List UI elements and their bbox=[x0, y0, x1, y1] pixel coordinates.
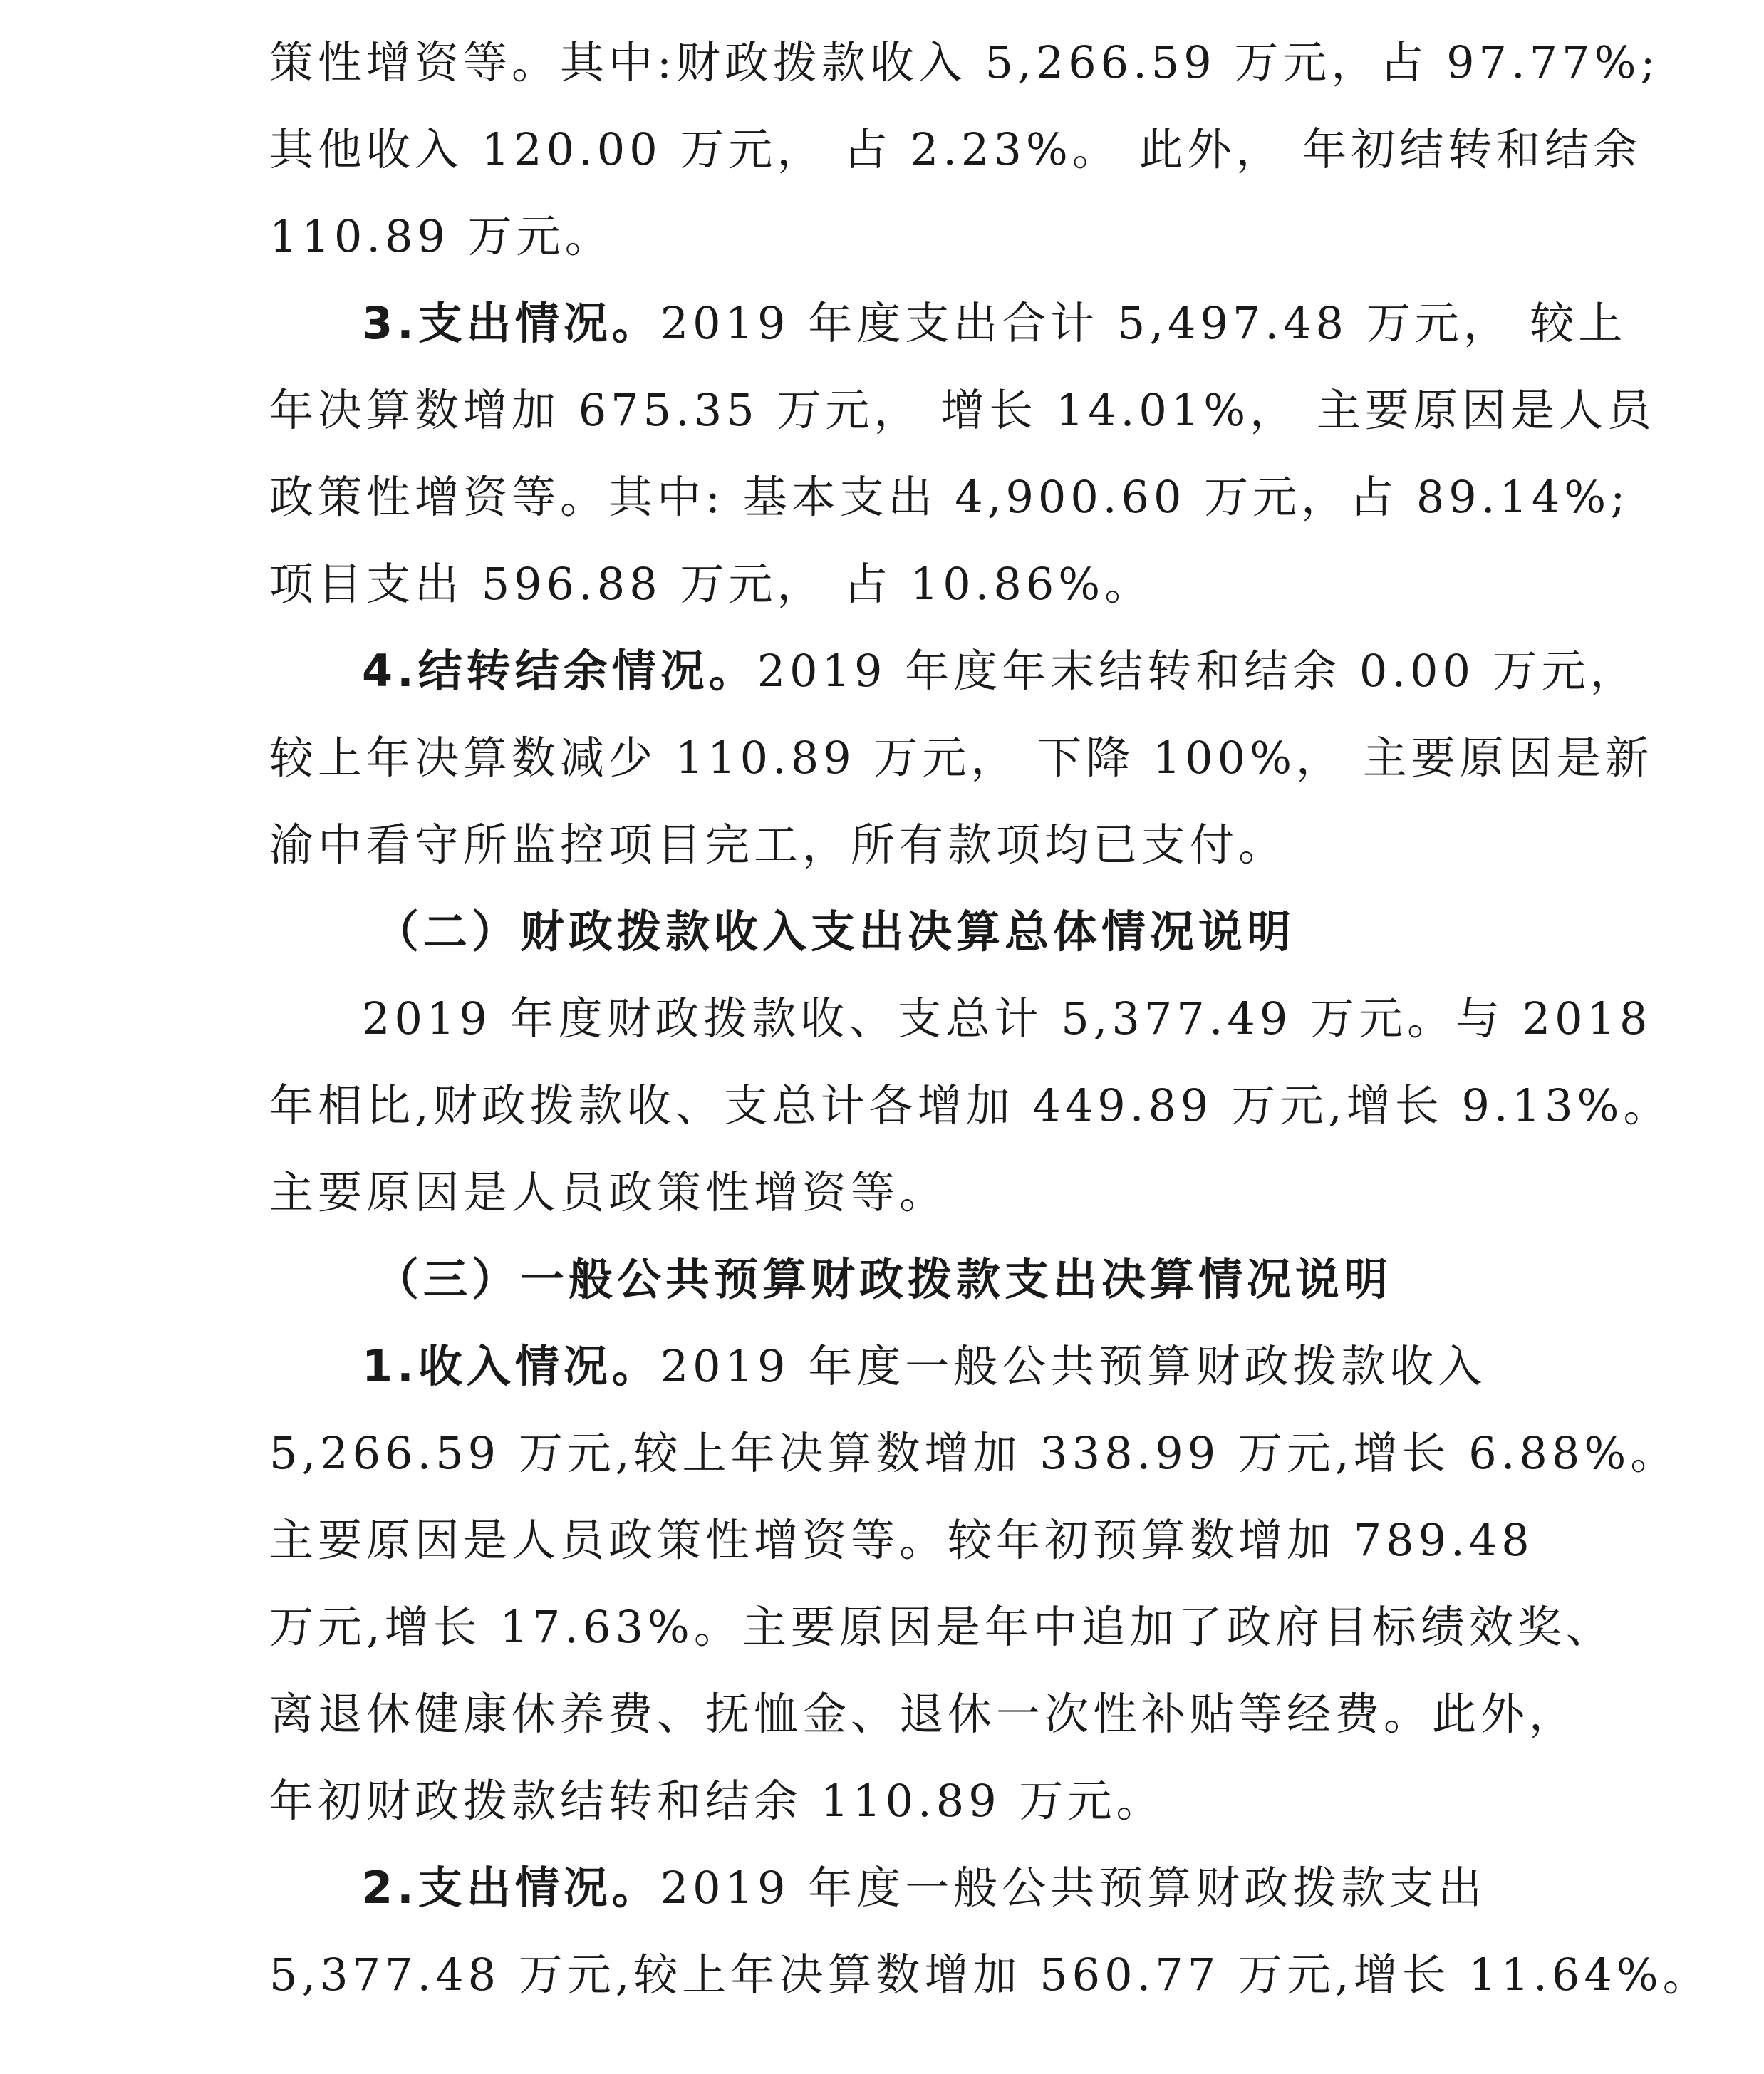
text-line bbox=[269, 34, 1659, 91]
line-text: 政策性增资等。其中: 基本支出 4,900.60 万元，占 89.14%; bbox=[269, 471, 1630, 523]
text-line bbox=[362, 1860, 1486, 1917]
text-line bbox=[269, 730, 1654, 787]
section-heading-line bbox=[375, 903, 1295, 960]
line-text: 离退休健康休养费、抚恤金、退休一次性补贴等经费。此外， bbox=[269, 1688, 1578, 1740]
text-line bbox=[269, 1773, 1164, 1830]
line-text: 万元,增长 17.63%。主要原因是年中追加了政府目标绩效奖、 bbox=[269, 1601, 1614, 1653]
subsection-heading: 4.结转结余情况。 bbox=[362, 645, 757, 697]
line-text: 其他收入 120.00 万元， 占 2.23%。 此外， 年初结转和结余 bbox=[269, 123, 1642, 175]
line-text: 年相比,财政拨款收、支总计各增加 449.89 万元,增长 9.13%。 bbox=[269, 1079, 1672, 1131]
text-line bbox=[269, 1599, 1614, 1656]
line-text: 5,377.48 万元,较上年决算数增加 560.77 万元,增长 11.64%。 bbox=[269, 1949, 1711, 2001]
line-text: 2019 年度年末结转和结余 0.00 万元， bbox=[757, 645, 1639, 697]
text-line bbox=[269, 1512, 1534, 1569]
line-text: 2019 年度支出合计 5,497.48 万元， 较上 bbox=[660, 297, 1627, 349]
line-text: 主要原因是人员政策性增资等。 bbox=[269, 1166, 948, 1218]
text-line bbox=[362, 990, 1652, 1047]
line-text: 2019 年度财政拨款收、支总计 5,377.49 万元。与 2018 bbox=[362, 992, 1652, 1044]
text-line bbox=[269, 1425, 1679, 1482]
text-line bbox=[269, 469, 1629, 526]
line-text: 年初财政拨款结转和结余 110.89 万元。 bbox=[269, 1775, 1165, 1827]
text-line bbox=[269, 208, 613, 265]
text-line bbox=[269, 121, 1641, 178]
line-text: 5,266.59 万元,较上年决算数增加 338.99 万元,增长 6.88%。 bbox=[269, 1427, 1679, 1479]
text-line bbox=[269, 1077, 1671, 1134]
line-text: 项目支出 596.88 万元， 占 10.86%。 bbox=[269, 558, 1153, 610]
section-heading-line bbox=[375, 1251, 1392, 1308]
line-text: 年决算数增加 675.35 万元， 增长 14.01%， 主要原因是人员 bbox=[269, 384, 1656, 436]
line-text: 2019 年度一般公共预算财政拨款支出 bbox=[660, 1862, 1487, 1914]
section-heading: （二）财政拨款收入支出决算总体情况说明 bbox=[375, 906, 1296, 958]
line-text: 较上年决算数减少 110.89 万元， 下降 100%， 主要原因是新 bbox=[269, 732, 1654, 784]
text-line bbox=[362, 1338, 1486, 1395]
text-line bbox=[269, 1686, 1577, 1743]
line-text: 主要原因是人员政策性增资等。较年初预算数增加 789.48 bbox=[269, 1514, 1534, 1566]
line-text: 渝中看守所监控项目完工，所有款项均已支付。 bbox=[269, 819, 1287, 871]
line-text: 110.89 万元。 bbox=[269, 210, 613, 262]
text-line bbox=[269, 816, 1287, 873]
subsection-heading: 1.收入情况。 bbox=[362, 1340, 660, 1392]
text-line bbox=[269, 1946, 1711, 2003]
line-text: 策性增资等。其中:财政拨款收入 5,266.59 万元，占 97.77%; bbox=[269, 36, 1660, 88]
subsection-heading: 3.支出情况。 bbox=[362, 297, 660, 349]
text-line bbox=[269, 1164, 948, 1221]
text-line bbox=[269, 382, 1656, 439]
text-line bbox=[362, 643, 1639, 700]
section-heading: （三）一般公共预算财政拨款支出决算情况说明 bbox=[375, 1253, 1393, 1305]
line-text: 2019 年度一般公共预算财政拨款收入 bbox=[660, 1340, 1487, 1392]
text-line bbox=[362, 295, 1626, 352]
subsection-heading: 2.支出情况。 bbox=[362, 1862, 660, 1914]
text-line bbox=[269, 556, 1153, 613]
